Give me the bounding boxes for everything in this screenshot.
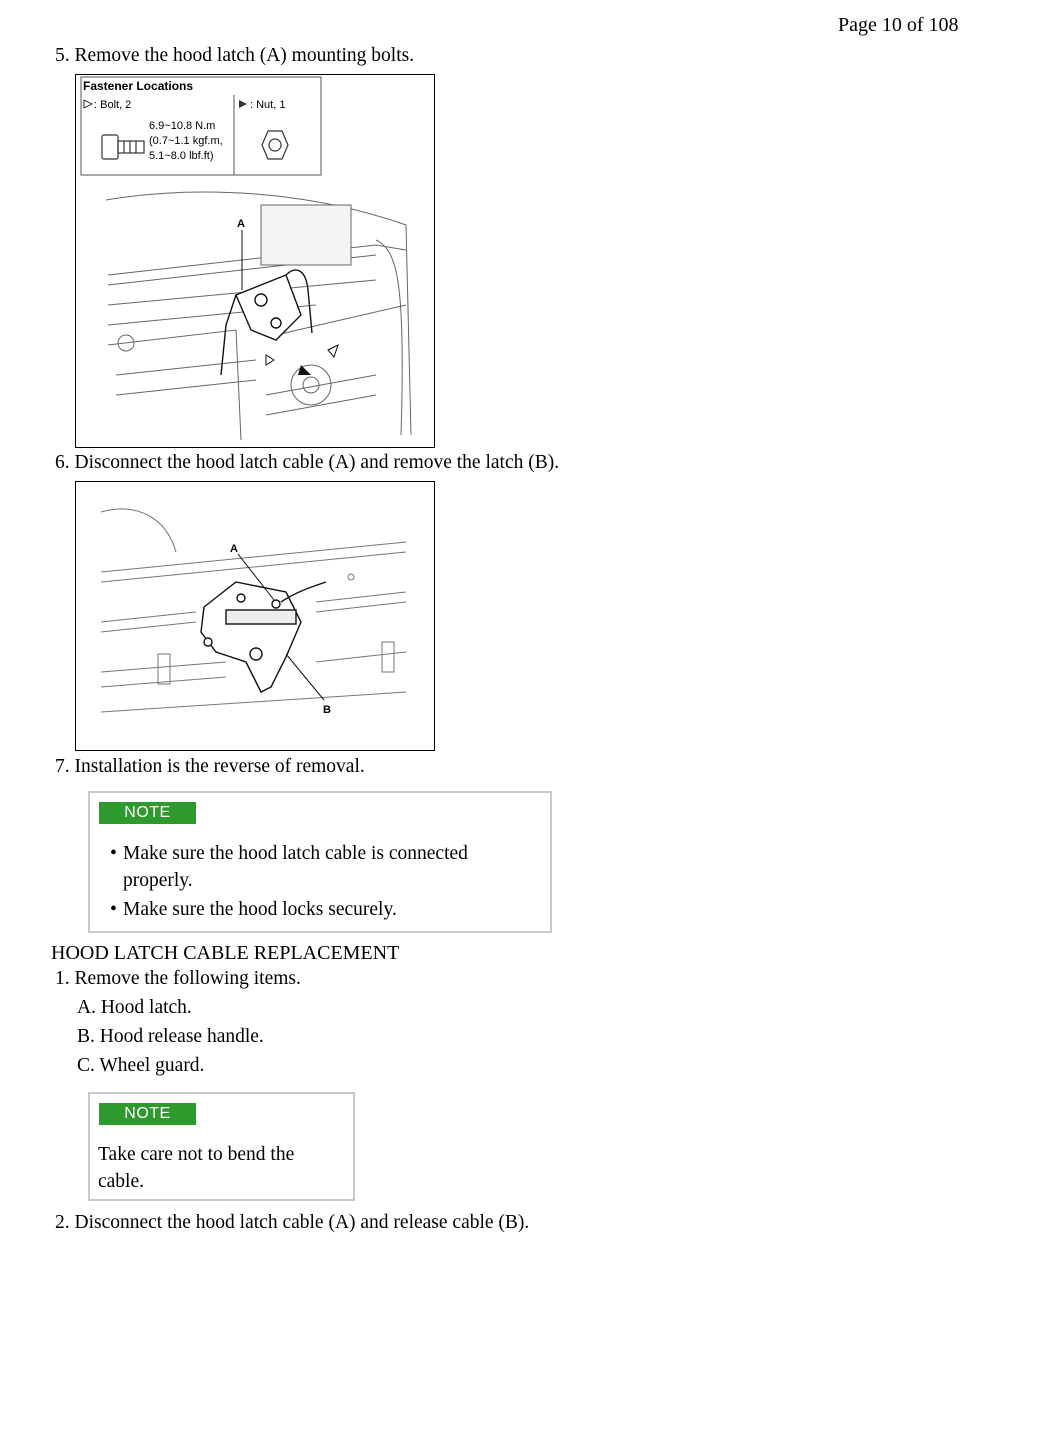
bullet-icon: • [110, 899, 117, 920]
note-box-2 [88, 1092, 355, 1201]
figure-latch-cable-removal [75, 481, 435, 751]
bullet-icon: • [110, 843, 117, 864]
bolt-symbol-icon [84, 100, 92, 108]
callout-b: B [323, 704, 331, 716]
note-badge: NOTE [99, 802, 196, 824]
page-number: Page 10 of 108 [838, 14, 959, 36]
fastener-title: Fastener Locations [83, 79, 194, 93]
hood-latch-bolts-illustration [76, 75, 434, 447]
bolt-icon [102, 135, 144, 159]
bolt-arrow-icon [328, 345, 338, 357]
bolt-label: : Bolt, 2 [94, 99, 132, 111]
section-step-2: 2. Disconnect the hood latch cable (A) and release cable (B). [55, 1212, 530, 1233]
torque-line-2: (0.7~1.1 kgf.m, [149, 135, 223, 147]
note-2-line-2: cable. [98, 1171, 145, 1192]
nut-icon [262, 131, 288, 159]
note-1-bullet-1-line-1: Make sure the hood latch cable is connected [123, 843, 468, 864]
callout-a: A [237, 218, 245, 230]
step-5-text: 5. Remove the hood latch (A) mounting bolts. [55, 45, 415, 66]
figure-hood-latch-bolts [75, 74, 435, 448]
nut-symbol-icon [239, 100, 247, 108]
latch-cable-illustration [76, 482, 434, 750]
section-step-1: 1. Remove the following items. [55, 968, 301, 989]
torque-line-3: 5.1~8.0 lbf.ft) [149, 150, 214, 162]
note-1-bullet-2: Make sure the hood locks securely. [123, 899, 397, 920]
note-box-1 [88, 791, 552, 933]
note-2-line-1: Take care not to bend the [98, 1144, 295, 1165]
torque-line-1: 6.9~10.8 N.m [149, 120, 216, 132]
list-item: A. Hood latch. [77, 997, 192, 1018]
list-item: B. Hood release handle. [77, 1026, 264, 1047]
hood-latch-body-drawing [201, 582, 326, 692]
note-1-bullet-1-line-2: properly. [123, 870, 193, 891]
note-badge: NOTE [99, 1103, 196, 1125]
step-7-text: 7. Installation is the reverse of removal. [55, 756, 365, 777]
list-item: C. Wheel guard. [77, 1055, 205, 1076]
bolt-arrow-icon [266, 355, 274, 365]
nut-label: : Nut, 1 [250, 99, 286, 111]
step-6-text: 6. Disconnect the hood latch cable (A) and remove the latch (B). [55, 452, 560, 473]
section-heading: HOOD LATCH CABLE REPLACEMENT [51, 942, 400, 964]
callout-a: A [230, 543, 238, 555]
